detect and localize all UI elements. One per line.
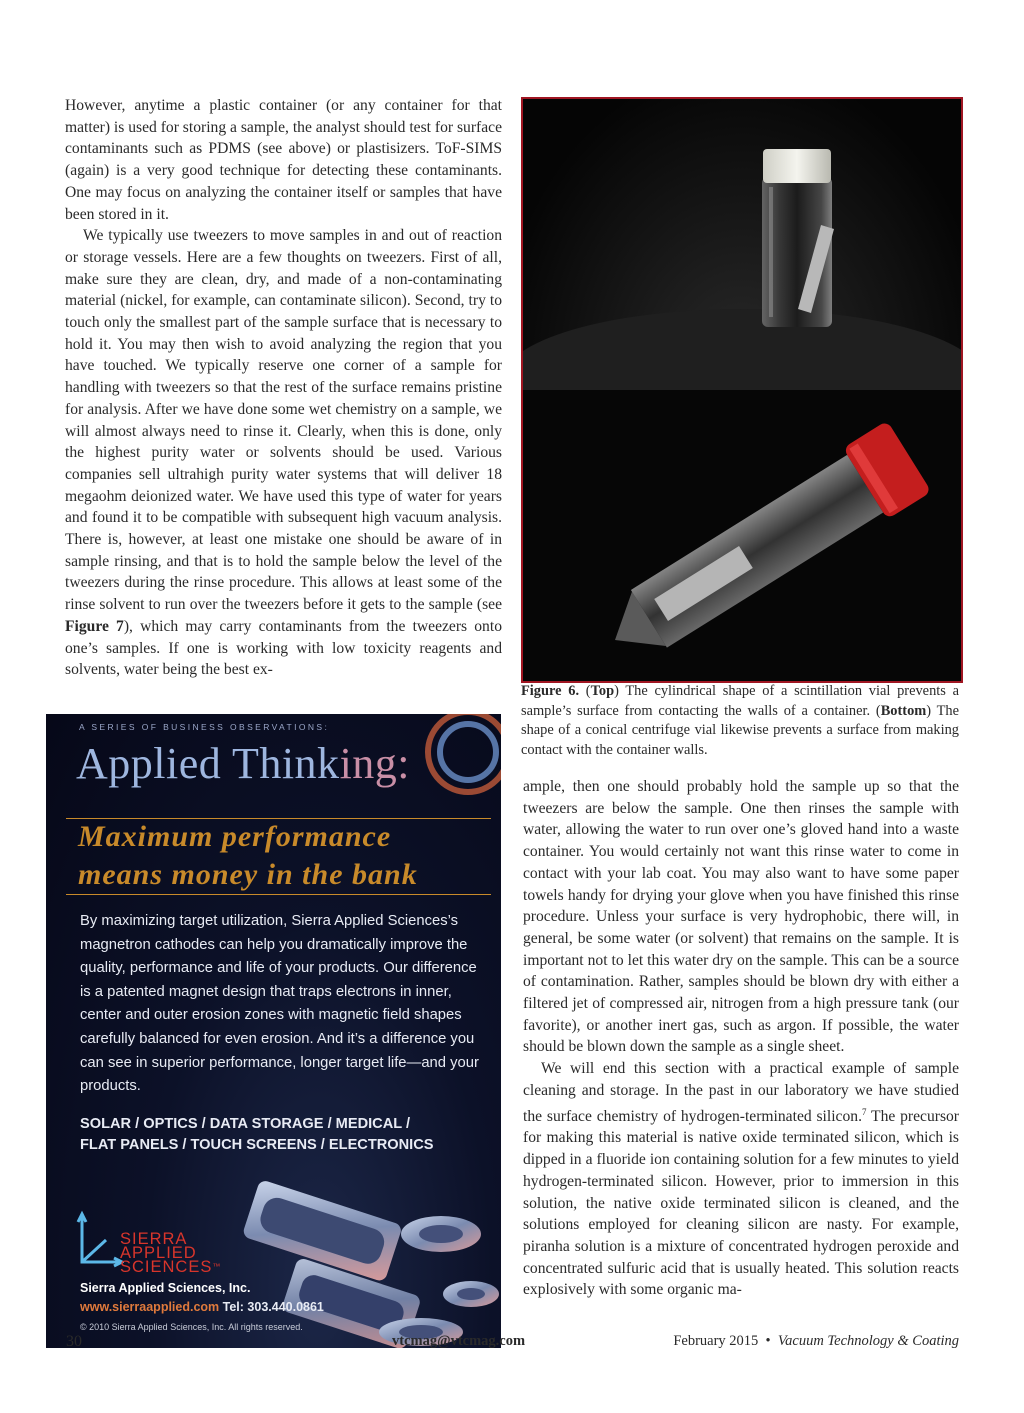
trademark-symbol: ™ — [212, 1262, 222, 1271]
logo-line: APPLIED — [120, 1244, 197, 1262]
ad-title-main: Applied Think — [76, 739, 340, 788]
issue-date: February 2015 • — [673, 1333, 778, 1349]
footnote-marker: 7 — [861, 1106, 867, 1117]
divider — [66, 894, 491, 895]
ad-body-text: By maximizing target utilization, Sierra Applied Sciences’s magnetron cathodes can help you dramatically improve the quality, performance and life of your products. Our difference is a patented magnet design that traps electrons in inner, center and outer erosion zones with magnetic field shapes carefully balanced for even erosion. And it’s a difference you can see in superior performance, longer target life—and your products. — [80, 913, 479, 1095]
logo-line: SIERRA — [120, 1230, 188, 1248]
scintillation-vial-photo — [523, 99, 961, 390]
advertisement — [46, 714, 501, 1348]
centrifuge-vial-illustration — [523, 390, 961, 681]
paragraph-text: The precursor for making this material is native oxide terminated silicon, which is dipped in a fluoride ion containing solution for a few minutes to yield hydrogen-terminated silicon. However, prior to immersion in this solution, the native oxide terminated silicon is cleaned, and the solutions employed for cleaning silicon are nasty. For example, piranha solution is a mixture of concentrated hydrogen peroxide and concentrated sulfuric acid that is usually heated. This solution reacts explosively with some organic ma- — [523, 1107, 959, 1299]
company-name: Sierra Applied Sciences, Inc. — [80, 1281, 251, 1295]
paragraph-text: We will end this section with a practical example of sample cleaning and storage. In the past in our laboratory we have studied the surface chemistry of hydrogen-terminated silicon. — [523, 1060, 959, 1125]
ad-title — [76, 738, 410, 789]
paragraph — [523, 1058, 959, 1301]
ad-headline-line: Maximum performance — [78, 820, 392, 853]
figure-reference: Figure 7 — [65, 617, 124, 635]
ad-series-label: A SERIES OF BUSINESS OBSERVATIONS: — [79, 722, 330, 732]
paragraph: However, anytime a plastic container (or any container for that matter) is used for storing a sample, the analyst should test for surface contaminants such as PDMS (see above) or plastisizers. ToF-SIMS (again) is a very good technique for detecting these contaminants. One may focus on analyzing the container itself or samples that have been stored in it. — [65, 97, 502, 223]
logo-line-text: SCIENCES — [120, 1258, 213, 1276]
figure-6-photos — [521, 97, 963, 683]
paragraph — [65, 225, 502, 681]
caption-text: The shape of a conical centrifuge vial likewise prevents a surface from making contact with the container walls. — [521, 702, 959, 758]
footer-issue — [673, 1333, 959, 1350]
left-text-column — [65, 95, 502, 681]
cathode-products-graphic — [226, 1164, 501, 1348]
scintillation-vial-illustration — [523, 99, 961, 390]
axes-logo-icon — [76, 1210, 124, 1270]
company-logo-text — [120, 1232, 221, 1274]
ad-markets-line: SOLAR / OPTICS / DATA STORAGE / MEDICAL / — [80, 1116, 410, 1132]
ad-markets — [80, 1114, 480, 1155]
paragraph: ample, then one should probably hold the sample up so that the tweezers are below the sample. One then rinses the sample with water, allowing the water to run over one’s gloved hand into a waste container. You would certainly not want this rinse water to come in contact with your lab coat. You may also want to have some paper towels handy for drying your glove when you have finished this rinse procedure. Unless your surface is very hydrophobic, there will, in general, be some water (or solvent) that remains on the sample. It is important not to let this water dry on the sample. This can be a source of contamination. Rather, samples should be blown dry with either a filtered jet of compressed air, nitrogen from a high pressure tank (our favorite), or another inert gas, such as argon. If possible, the water should be blown down the sample as a single sheet. — [523, 778, 959, 1056]
ad-headline-line: means money in the bank — [78, 858, 418, 891]
figure-label: Figure 6. — [521, 683, 580, 699]
ad-markets-line: FLAT PANELS / TOUCH SCREENS / ELECTRONICS — [80, 1136, 434, 1153]
ad-title-accent: ing: — [339, 739, 411, 788]
figure-6-caption: Figure 6. (Top) The cylindrical shape of a scintillation vial prevents a sample’s surface from contacting the walls of a container. (Bottom) The shape of a conical centrifuge vial likewise prevents a surface from making contact with the container walls. — [521, 683, 959, 758]
paragraph-text: We typically use tweezers to move samples in and out of reaction or storage vessels. Here are a few thoughts on tweezers. First of all, make sure they are clean, dry, and made of a non-contaminating material (nickel, for example, can contaminate silicon). Second, try to touch only the smallest part of the sample surface that is necessary to hold it. You may then wish to avoid analyzing the region that you have touched. We typically reserve one corner of a sample for handling with tweezers so that the rest of the surface remains pristine for analysis. After we have done some wet chemistry on a sample, we will almost always need to rinse it. Clearly, when this is done, only the highest purity water or solvents should be used. Various companies sell ultrahigh purity water systems that will deliver 18 megaohm deionized water. We have used this type of water for years and found it to be compatible with subsequent high vacuum analysis. There is, however, at least one mistake one should be aware of in sample rinsing, and that is to hold the sample below the level of the tweezers during the rinse procedure. This allows at least some of the rinse solvent to run over the tweezers before it gets to the sample (see — [65, 227, 502, 614]
paragraph-text: ), which may carry contaminants from the tweezers onto one’s samples. If one is working with low toxicity reagents and solvents, water being the best ex- — [65, 617, 502, 679]
caption-text: The cylindrical shape of a scintillation vial prevents a sample’s surface from contacting the walls of a container. — [521, 683, 959, 719]
page-number: 30 — [66, 1333, 82, 1350]
company-contact — [80, 1300, 324, 1314]
right-text-column — [523, 776, 959, 1301]
ad-copyright: © 2010 Sierra Applied Sciences, Inc. All rights reserved. — [80, 1322, 303, 1332]
target-ring-graphic — [406, 714, 501, 809]
ad-headline — [78, 818, 488, 894]
centrifuge-vial-photo — [523, 390, 961, 681]
company-phone: Tel: 303.440.0861 — [219, 1300, 324, 1314]
journal-name: Vacuum Technology & Coating — [777, 1333, 959, 1349]
caption-bottom-label: Bottom — [880, 702, 927, 719]
company-website-link[interactable]: www.sierraapplied.com — [80, 1300, 220, 1314]
caption-top-label: Top — [590, 683, 615, 699]
logo-line — [120, 1260, 221, 1274]
footer-email-link[interactable]: vtcmag@vtcmag.com — [392, 1333, 526, 1349]
